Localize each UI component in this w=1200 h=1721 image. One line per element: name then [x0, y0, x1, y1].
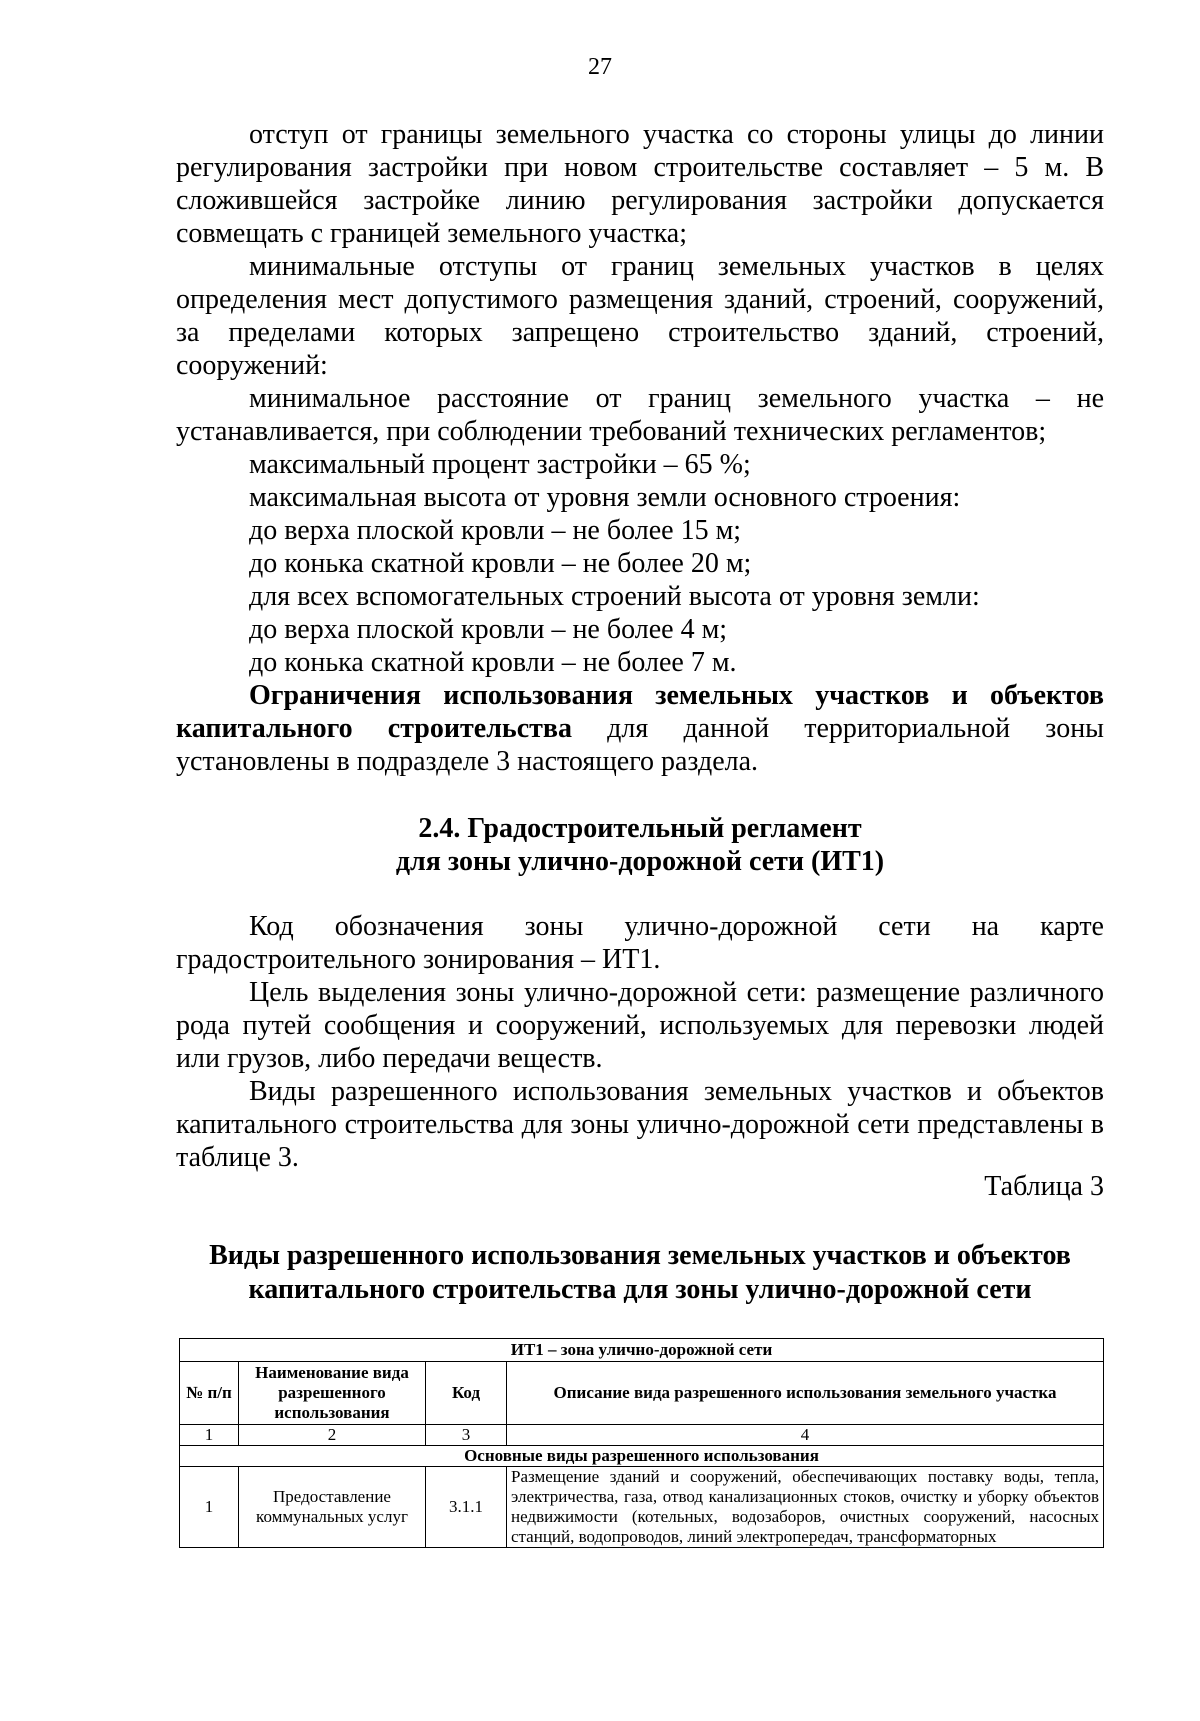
- row-name: Предоставление коммунальных услуг: [239, 1467, 426, 1548]
- paragraph: до конька скатной кровли – не более 20 м;: [249, 548, 752, 579]
- paragraph: до верха плоской кровли – не более 4 м;: [249, 614, 728, 645]
- row-desc: Размещение зданий и сооружений, обеспечивающих поставку воды, тепла, электричества, газа, отвод канализационных стоков, очистку и уборку объектов недвижимости (котельных, водозаборов, очистных сооружений, насосных станций, водопроводов, линий электропередач, трансформаторных: [507, 1467, 1104, 1548]
- row-num: 1: [180, 1467, 239, 1548]
- header-num: № п/п: [180, 1362, 239, 1425]
- subheader: Основные виды разрешенного использования: [180, 1446, 1104, 1467]
- paragraph: Виды разрешенного использования земельных участков и объектов капитального строительства для зоны улично-дорожной сети представлены в таблице 3.: [176, 1076, 1104, 1173]
- body-text-top: [176, 118, 1104, 778]
- subheader-row: [180, 1446, 1104, 1467]
- restrictions-bold: Ограничения использования земельных участков и объектов капитального строительства: [176, 680, 1104, 744]
- paragraph: Код обозначения зоны улично-дорожной сети на карте градостроительного зонирования – ИТ1.: [176, 911, 1104, 975]
- col-number: 4: [507, 1425, 1104, 1446]
- table-label: Таблица 3: [984, 1171, 1104, 1202]
- section-heading: [176, 812, 1104, 878]
- regulation-table: [179, 1338, 1104, 1548]
- paragraph: до конька скатной кровли – не более 7 м.: [249, 647, 737, 678]
- column-number-row: [180, 1425, 1104, 1446]
- row-code: 3.1.1: [426, 1467, 507, 1548]
- table-title: [176, 1239, 1104, 1307]
- paragraph: минимальное расстояние от границ земельного участка – не устанавливается, при соблюдении требований технических регламентов;: [176, 383, 1104, 447]
- header-desc: Описание вида разрешенного использования земельного участка: [507, 1362, 1104, 1425]
- table-row: [180, 1467, 1104, 1548]
- table-title-line2: капитального строительства для зоны улично-дорожной сети: [248, 1274, 1032, 1305]
- restrictions-rest: для данной территориальной зоны установлены в подразделе 3 настоящего раздела.: [176, 713, 1104, 777]
- header-name: Наименование вида разрешенного использования: [239, 1362, 426, 1425]
- table-title-line1: Виды разрешенного использования земельных участков и объектов: [209, 1240, 1071, 1271]
- body-text-bottom: [176, 910, 1104, 1174]
- paragraph: минимальные отступы от границ земельных участков в целях определения мест допустимого размещения зданий, строений, сооружений, за пределами которых запрещено строительство зданий, строений, сооружений:: [176, 251, 1104, 381]
- col-number: 1: [180, 1425, 239, 1446]
- section-heading-line1: 2.4. Градостроительный регламент: [418, 813, 862, 844]
- col-number: 3: [426, 1425, 507, 1446]
- restrictions-paragraph: [176, 679, 1104, 778]
- table-header-row: [180, 1362, 1104, 1425]
- page-number: 27: [588, 54, 612, 80]
- header-code: Код: [426, 1362, 507, 1425]
- paragraph: для всех вспомогательных строений высота от уровня земли:: [249, 581, 980, 612]
- paragraph: Цель выделения зоны улично-дорожной сети: размещение различного рода путей сообщения и сооружений, используемых для перевозки людей или грузов, либо передачи веществ.: [176, 977, 1104, 1074]
- paragraph: максимальная высота от уровня земли основного строения:: [249, 482, 961, 513]
- col-number: 2: [239, 1425, 426, 1446]
- section-heading-line2: для зоны улично-дорожной сети (ИТ1): [395, 846, 885, 877]
- zone-header: ИТ1 – зона улично-дорожной сети: [180, 1339, 1104, 1362]
- paragraph: максимальный процент застройки – 65 %;: [249, 449, 751, 480]
- paragraph: отступ от границы земельного участка со стороны улицы до линии регулирования застройки при новом строительстве составляет – 5 м. В сложившейся застройке линию регулирования застройки допускается совмещать с границей земельного участка;: [176, 119, 1104, 249]
- paragraph: до верха плоской кровли – не более 15 м;: [249, 515, 742, 546]
